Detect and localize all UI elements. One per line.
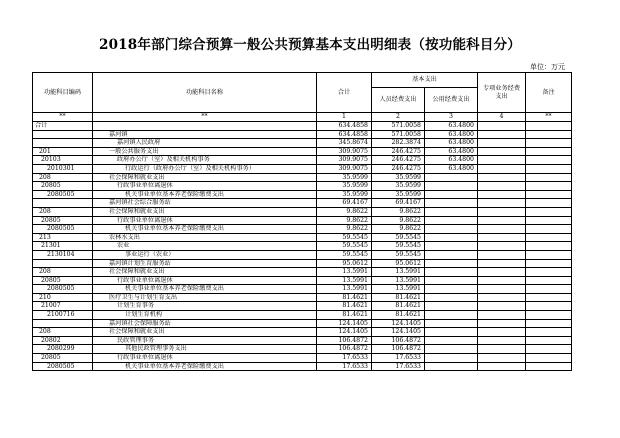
public-cell — [425, 182, 478, 191]
remark-cell — [526, 362, 572, 371]
remark-cell — [526, 156, 572, 165]
header-remark: 备注 — [526, 73, 572, 113]
code-cell: 合计 — [33, 122, 93, 131]
code-cell — [33, 199, 93, 208]
total-cell: 13.5991 — [317, 276, 372, 285]
remark-cell — [526, 225, 572, 234]
public-cell — [425, 354, 478, 363]
table-row — [33, 122, 572, 131]
name-cell: 社会保障和就业支出 — [93, 207, 317, 216]
name-cell: 行政事业单位离退休 — [93, 354, 317, 363]
public-cell — [425, 225, 478, 234]
special-cell — [478, 182, 526, 191]
public-cell: 63.4800 — [425, 156, 478, 165]
special-cell — [478, 173, 526, 182]
code-cell — [33, 259, 93, 268]
table-row — [33, 319, 572, 328]
special-cell — [478, 259, 526, 268]
personnel-cell: 13.5991 — [372, 276, 425, 285]
table-row — [33, 156, 572, 165]
total-cell: 124.1405 — [317, 328, 372, 337]
special-cell — [478, 354, 526, 363]
personnel-cell: 9.8622 — [372, 216, 425, 225]
total-cell: 124.1405 — [317, 319, 372, 328]
public-cell — [425, 276, 478, 285]
personnel-cell: 282.3874 — [372, 139, 425, 148]
personnel-cell: 124.1405 — [372, 319, 425, 328]
code-cell: 20802 — [33, 336, 93, 345]
code-cell: 20805 — [33, 216, 93, 225]
special-cell — [478, 199, 526, 208]
name-cell: 机关事业单位基本养老保险缴费支出 — [93, 190, 317, 199]
public-cell — [425, 259, 478, 268]
index-cell: 2 — [372, 113, 425, 122]
table-row — [33, 164, 572, 173]
special-cell — [478, 207, 526, 216]
personnel-cell: 81.4621 — [372, 302, 425, 311]
remark-cell — [526, 311, 572, 320]
total-cell: 13.5991 — [317, 268, 372, 277]
remark-cell — [526, 250, 572, 259]
public-cell — [425, 216, 478, 225]
code-cell: 208 — [33, 328, 93, 337]
remark-cell — [526, 354, 572, 363]
remark-cell — [526, 216, 572, 225]
header-index-row — [33, 113, 572, 122]
total-cell: 59.5545 — [317, 250, 372, 259]
code-cell: 20805 — [33, 276, 93, 285]
name-cell: 机关事业单位基本养老保险缴费支出 — [93, 225, 317, 234]
public-cell — [425, 362, 478, 371]
code-cell: 2080505 — [33, 285, 93, 294]
remark-cell — [526, 328, 572, 337]
name-cell: 一般公共服务支出 — [93, 147, 317, 156]
remark-cell — [526, 147, 572, 156]
index-cell: 3 — [425, 113, 478, 122]
special-cell — [478, 319, 526, 328]
table-row — [33, 311, 572, 320]
name-cell: 医疗卫生与计划生育支出 — [93, 293, 317, 302]
code-cell: 20103 — [33, 156, 93, 165]
header-code: 功能科目编码 — [33, 73, 93, 113]
public-cell — [425, 173, 478, 182]
special-cell — [478, 190, 526, 199]
header-personnel: 人员经费支出 — [372, 88, 425, 113]
code-cell: 2080505 — [33, 225, 93, 234]
code-cell: 20805 — [33, 354, 93, 363]
remark-cell — [526, 259, 572, 268]
remark-cell — [526, 319, 572, 328]
personnel-cell: 246.4275 — [372, 164, 425, 173]
name-cell: 嘉河镇 — [93, 130, 317, 139]
index-cell: ** — [526, 113, 572, 122]
public-cell — [425, 199, 478, 208]
special-cell — [478, 336, 526, 345]
personnel-cell: 95.0612 — [372, 259, 425, 268]
table-row — [33, 345, 572, 354]
remark-cell — [526, 190, 572, 199]
remark-cell — [526, 233, 572, 242]
public-cell — [425, 242, 478, 251]
public-cell — [425, 293, 478, 302]
special-cell — [478, 276, 526, 285]
personnel-cell: 81.4621 — [372, 311, 425, 320]
total-cell: 81.4621 — [317, 293, 372, 302]
personnel-cell: 59.5545 — [372, 242, 425, 251]
budget-table — [32, 72, 572, 371]
table-row — [33, 242, 572, 251]
total-cell: 634.4858 — [317, 122, 372, 131]
table-row — [33, 250, 572, 259]
name-cell: 政府办公厅（室）及相关机构事务 — [93, 156, 317, 165]
public-cell — [425, 207, 478, 216]
special-cell — [478, 122, 526, 131]
name-cell: 社会保障和就业支出 — [93, 173, 317, 182]
code-cell: 2080299 — [33, 345, 93, 354]
total-cell: 106.4872 — [317, 336, 372, 345]
table-row — [33, 259, 572, 268]
table-row — [33, 354, 572, 363]
table-row — [33, 182, 572, 191]
code-cell: 21301 — [33, 242, 93, 251]
special-cell — [478, 311, 526, 320]
total-cell: 81.4621 — [317, 302, 372, 311]
total-cell: 95.0612 — [317, 259, 372, 268]
special-cell — [478, 302, 526, 311]
public-cell — [425, 285, 478, 294]
table-row — [33, 233, 572, 242]
name-cell: 嘉河镇计划生育服务站 — [93, 259, 317, 268]
special-cell — [478, 130, 526, 139]
table-row — [33, 328, 572, 337]
public-cell — [425, 328, 478, 337]
name-cell: 其他民政管理事务支出 — [93, 345, 317, 354]
special-cell — [478, 268, 526, 277]
special-cell — [478, 345, 526, 354]
total-cell: 69.4167 — [317, 199, 372, 208]
total-cell: 9.8622 — [317, 207, 372, 216]
public-cell — [425, 268, 478, 277]
remark-cell — [526, 293, 572, 302]
remark-cell — [526, 173, 572, 182]
personnel-cell: 246.4275 — [372, 147, 425, 156]
public-cell — [425, 336, 478, 345]
table-row — [33, 216, 572, 225]
page-title: 2018年部门综合预算一般公共预算基本支出明细表（按功能科目分） — [99, 37, 521, 53]
total-cell: 35.9599 — [317, 182, 372, 191]
unit-label: 单位：万元 — [530, 63, 565, 71]
personnel-cell: 35.9599 — [372, 190, 425, 199]
table-row — [33, 225, 572, 234]
code-cell — [33, 139, 93, 148]
name-cell: 计划生育事务 — [93, 302, 317, 311]
personnel-cell: 9.8622 — [372, 207, 425, 216]
personnel-cell: 13.5991 — [372, 268, 425, 277]
remark-cell — [526, 242, 572, 251]
special-cell — [478, 362, 526, 371]
public-cell — [425, 345, 478, 354]
special-cell — [478, 216, 526, 225]
personnel-cell: 13.5991 — [372, 285, 425, 294]
personnel-cell: 59.5545 — [372, 233, 425, 242]
special-cell — [478, 147, 526, 156]
table-row — [33, 139, 572, 148]
public-cell — [425, 319, 478, 328]
total-cell: 309.9075 — [317, 156, 372, 165]
special-cell — [478, 242, 526, 251]
remark-cell — [526, 122, 572, 131]
public-cell: 63.4800 — [425, 122, 478, 131]
total-cell: 106.4872 — [317, 345, 372, 354]
table-row — [33, 268, 572, 277]
personnel-cell: 124.1405 — [372, 328, 425, 337]
public-cell — [425, 250, 478, 259]
table-row — [33, 276, 572, 285]
name-cell: 嘉河镇社会保障服务站 — [93, 319, 317, 328]
code-cell: 2100716 — [33, 311, 93, 320]
name-cell: 机关事业单位基本养老保险缴费支出 — [93, 285, 317, 294]
index-cell: ** — [33, 113, 93, 122]
header-special: 专项业务经费支出 — [478, 73, 526, 113]
remark-cell — [526, 276, 572, 285]
personnel-cell: 69.4167 — [372, 199, 425, 208]
table-row — [33, 190, 572, 199]
total-cell: 309.9075 — [317, 147, 372, 156]
table-body — [33, 122, 572, 371]
public-cell — [425, 311, 478, 320]
code-cell: 2010301 — [33, 164, 93, 173]
name-cell: 农林水支出 — [93, 233, 317, 242]
remark-cell — [526, 336, 572, 345]
public-cell — [425, 190, 478, 199]
code-cell: 21007 — [33, 302, 93, 311]
header-name: 功能科目名称 — [93, 73, 317, 113]
remark-cell — [526, 285, 572, 294]
special-cell — [478, 293, 526, 302]
table-row — [33, 147, 572, 156]
public-cell — [425, 233, 478, 242]
name-cell: 事业运行（农业） — [93, 250, 317, 259]
total-cell: 59.5545 — [317, 242, 372, 251]
table-row — [33, 173, 572, 182]
remark-cell — [526, 199, 572, 208]
total-cell: 9.8622 — [317, 225, 372, 234]
public-cell: 63.4800 — [425, 164, 478, 173]
code-cell: 2080505 — [33, 362, 93, 371]
remark-cell — [526, 302, 572, 311]
index-cell: 4 — [478, 113, 526, 122]
total-cell: 35.9599 — [317, 173, 372, 182]
name-cell: 农业 — [93, 242, 317, 251]
remark-cell — [526, 139, 572, 148]
remark-cell — [526, 345, 572, 354]
code-cell: 201 — [33, 147, 93, 156]
special-cell — [478, 164, 526, 173]
code-cell: 2130104 — [33, 250, 93, 259]
personnel-cell: 59.5545 — [372, 250, 425, 259]
personnel-cell: 35.9599 — [372, 173, 425, 182]
special-cell — [478, 225, 526, 234]
code-cell: 210 — [33, 293, 93, 302]
remark-cell — [526, 164, 572, 173]
personnel-cell: 106.4872 — [372, 336, 425, 345]
code-cell: 213 — [33, 233, 93, 242]
header-basic: 基本支出 — [372, 73, 478, 88]
total-cell: 81.4621 — [317, 311, 372, 320]
table-row — [33, 207, 572, 216]
special-cell — [478, 328, 526, 337]
total-cell: 309.9075 — [317, 164, 372, 173]
name-cell: 计划生育机构 — [93, 311, 317, 320]
total-cell: 17.6533 — [317, 362, 372, 371]
total-cell: 9.8622 — [317, 216, 372, 225]
code-cell — [33, 130, 93, 139]
name-cell: 行政运行（政府办公厅（室）及相关机构事务） — [93, 164, 317, 173]
name-cell: 行政事业单位离退休 — [93, 216, 317, 225]
total-cell: 634.4858 — [317, 130, 372, 139]
name-cell: 嘉河镇社会综合服务站 — [93, 199, 317, 208]
header-row-1 — [33, 73, 572, 88]
remark-cell — [526, 268, 572, 277]
total-cell: 345.8674 — [317, 139, 372, 148]
personnel-cell: 17.6533 — [372, 354, 425, 363]
table-row — [33, 130, 572, 139]
personnel-cell: 106.4872 — [372, 345, 425, 354]
special-cell — [478, 156, 526, 165]
name-cell: 社会保障和就业支出 — [93, 268, 317, 277]
personnel-cell: 246.4275 — [372, 156, 425, 165]
personnel-cell: 81.4621 — [372, 293, 425, 302]
remark-cell — [526, 130, 572, 139]
table-row — [33, 199, 572, 208]
remark-cell — [526, 207, 572, 216]
name-cell: 机关事业单位基本养老保险缴费支出 — [93, 362, 317, 371]
name-cell: 民政管理事务 — [93, 336, 317, 345]
personnel-cell: 9.8622 — [372, 225, 425, 234]
table-row — [33, 336, 572, 345]
remark-cell — [526, 182, 572, 191]
personnel-cell: 571.0058 — [372, 130, 425, 139]
table-row — [33, 362, 572, 371]
public-cell: 63.4800 — [425, 130, 478, 139]
name-cell — [93, 122, 317, 131]
table-row — [33, 285, 572, 294]
code-cell: 208 — [33, 268, 93, 277]
table-row — [33, 293, 572, 302]
header-public: 公用经费支出 — [425, 88, 478, 113]
total-cell: 35.9599 — [317, 190, 372, 199]
code-cell: 208 — [33, 173, 93, 182]
special-cell — [478, 250, 526, 259]
total-cell: 13.5991 — [317, 285, 372, 294]
personnel-cell: 571.0058 — [372, 122, 425, 131]
name-cell: 社会保障和就业支出 — [93, 328, 317, 337]
personnel-cell: 35.9599 — [372, 182, 425, 191]
public-cell: 63.4800 — [425, 139, 478, 148]
code-cell: 208 — [33, 207, 93, 216]
public-cell: 63.4800 — [425, 147, 478, 156]
personnel-cell: 17.6533 — [372, 362, 425, 371]
name-cell: 行政事业单位离退休 — [93, 276, 317, 285]
total-cell: 59.5545 — [317, 233, 372, 242]
code-cell — [33, 319, 93, 328]
code-cell: 20805 — [33, 182, 93, 191]
table-row — [33, 302, 572, 311]
public-cell — [425, 302, 478, 311]
name-cell: 行政事业单位离退休 — [93, 182, 317, 191]
special-cell — [478, 285, 526, 294]
total-cell: 17.6533 — [317, 354, 372, 363]
name-cell: 嘉河镇人民政府 — [93, 139, 317, 148]
special-cell — [478, 233, 526, 242]
index-cell: 1 — [317, 113, 372, 122]
header-total: 合计 — [317, 73, 372, 113]
code-cell: 2080505 — [33, 190, 93, 199]
special-cell — [478, 139, 526, 148]
index-cell: ** — [93, 113, 317, 122]
